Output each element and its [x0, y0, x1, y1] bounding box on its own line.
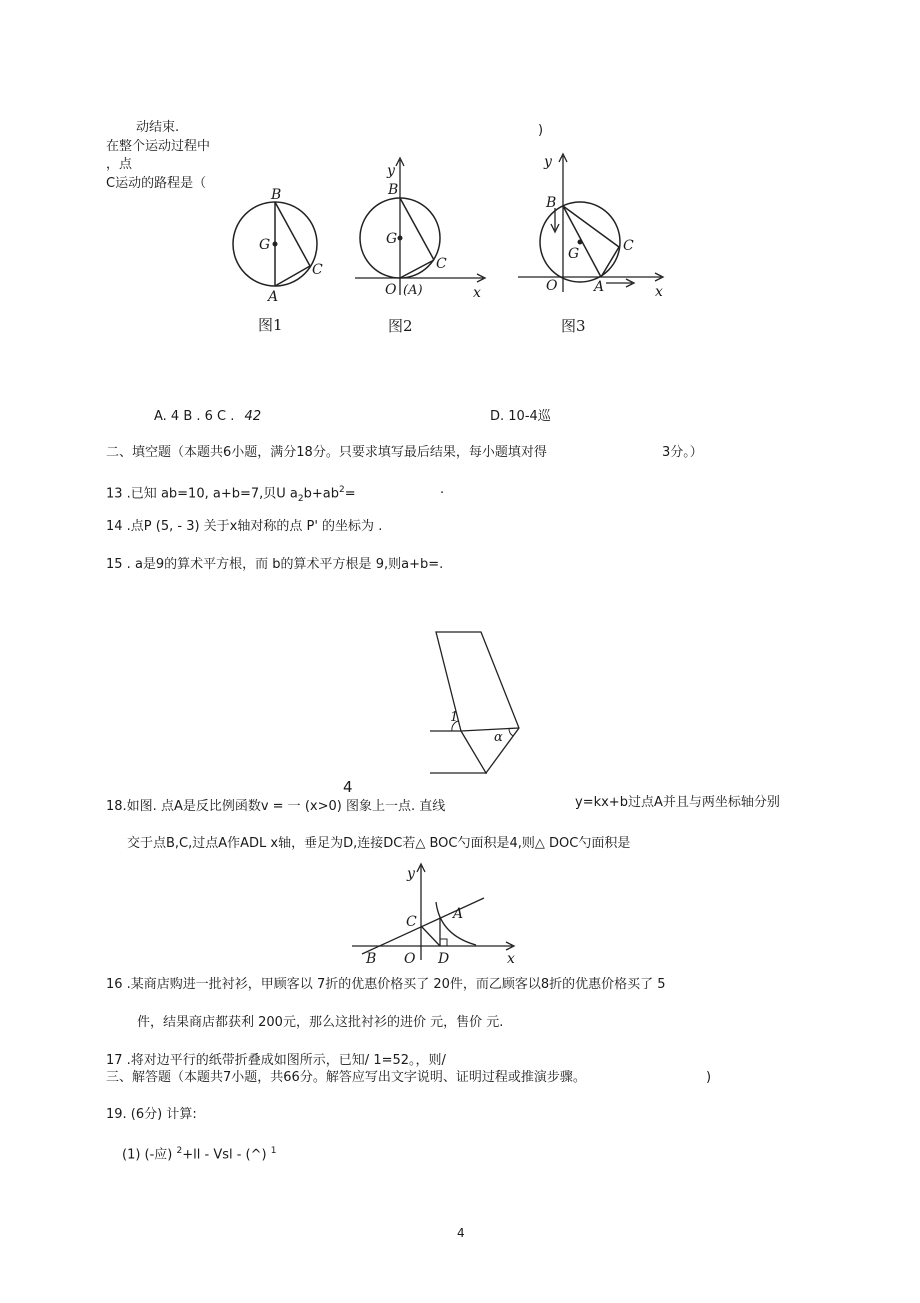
q19-part1-sup: 2 — [176, 1146, 183, 1156]
q15: 15 . a是9的算术平方根，而 b的算术平方根是 9,则a+b=. — [106, 557, 444, 572]
q14: 14 .点P (5, - 3) 关于x轴对称的点 P' 的坐标为 . — [106, 519, 383, 534]
fold-label-1: 1 — [450, 710, 459, 725]
q18-label-x: x — [507, 951, 515, 967]
q18-numerator: 4 — [343, 778, 353, 796]
fig1-label-b: B — [271, 187, 282, 203]
section3-heading: 三、解答题（本题共7小题，共66分。解答应写出文字说明、证明过程或推演步骤。 — [106, 1070, 586, 1085]
q12-option-c-value: 42 — [244, 409, 262, 424]
fig1-center-dot — [273, 242, 278, 247]
fold-label-alpha: α — [494, 730, 503, 745]
section3-paren-close: ) — [706, 1070, 712, 1085]
q19-part1-mid: +ll - Vsl - (^) — [182, 1147, 271, 1163]
fig3-label-c: C — [623, 238, 634, 254]
q12-option-d: D. 10-4巡 — [490, 409, 551, 424]
q18-label-c: C — [406, 914, 417, 930]
q18-line1: 18.如图. 点A是反比例函数v = 一 (x>0) 图象上一点. 直线 — [106, 799, 446, 814]
q18-right-angle-mark — [440, 939, 447, 946]
figure-2 — [355, 155, 490, 340]
section2-heading: 二、填空题（本题共6小题，满分18分。只要求填写最后结果，每小题填对得 — [106, 445, 547, 460]
q18-figure — [352, 860, 524, 970]
q12-options-abc — [154, 409, 261, 425]
q19-part1 — [122, 1143, 276, 1163]
fold-figure — [430, 628, 530, 778]
fig2-chord-ca — [400, 260, 434, 278]
fig2-label-c: C — [436, 256, 447, 272]
fig1-caption: 图1 — [258, 316, 283, 334]
q13-sub2: 2 — [297, 493, 304, 504]
fig2-label-b: B — [388, 182, 399, 198]
fig1-label-a: A — [268, 289, 279, 305]
q18-label-o: O — [404, 951, 416, 967]
q19-part1-sup2: 1 — [270, 1146, 277, 1156]
fold-angle-alpha-arc — [509, 728, 513, 736]
q18-label-a: A — [453, 906, 464, 922]
fig1-label-c: C — [312, 262, 323, 278]
q18-label-b: B — [366, 951, 377, 967]
fig3-label-a: A — [594, 279, 605, 295]
q12-line1: 动结束. — [136, 120, 180, 135]
q16-line2: 件，结果商店都获利 200元，那么这批衬衫的进价 元，售价 元. — [137, 1015, 504, 1030]
fig2-label-g: G — [386, 231, 398, 247]
q13-blank-dot: . — [440, 482, 445, 497]
fig3-chord-ca — [601, 247, 619, 277]
q12-line4: C运动的路程是（ — [106, 176, 207, 191]
fig2-caption: 图2 — [388, 317, 413, 335]
q18-label-d: D — [438, 951, 450, 967]
fig1-label-g: G — [259, 237, 271, 253]
figure-1 — [228, 180, 328, 340]
fold-folded-part — [436, 632, 519, 773]
q18-segment-dc — [421, 926, 440, 946]
q12-paren-close: ) — [538, 123, 544, 138]
page-number: 4 — [457, 1226, 465, 1240]
fig3-label-g: G — [568, 246, 580, 262]
fig1-chord-bc — [275, 202, 310, 266]
fig3-label-y: y — [544, 154, 552, 170]
q13-mid: b+ab — [303, 486, 339, 502]
q13-suffix: = — [344, 486, 356, 502]
fig2-chord-bc — [400, 198, 434, 260]
q19-part1-main: (1) (-应) — [122, 1147, 177, 1163]
fig2-label-o: O — [385, 282, 397, 298]
q18-label-y: y — [407, 866, 415, 882]
q13 — [106, 482, 356, 507]
q12-options-abc-prefix: A. 4 B . 6 C . — [154, 409, 235, 424]
fig3-caption: 图3 — [561, 317, 586, 335]
fig3-label-b: B — [546, 195, 557, 211]
q18-line1-right: y=kx+b过点A并且与两坐标轴分别 — [575, 795, 780, 810]
fig2-label-y: y — [387, 163, 395, 179]
q19-title: 19. (6分) 计算: — [106, 1107, 197, 1122]
fig3-center-dot — [578, 240, 583, 245]
q18-line2: 交于点B,C,过点A作ADL x轴，垂足为D,连接DC若△ BOC勺面积是4,则△ DOC勺面积是 — [127, 836, 631, 851]
q13-sup2: 2 — [339, 485, 345, 495]
q12-line3: ，点 — [106, 157, 133, 172]
section2-heading-score: 3分。） — [662, 445, 703, 460]
fold-crease-line — [461, 728, 519, 731]
q12-line2: 在整个运动过程中 — [106, 139, 211, 154]
fig2-label-a: (A) — [403, 283, 423, 298]
q13-prefix: 13 .已知 ab=10, a+b=7,贝U a — [106, 486, 298, 502]
figure-3 — [518, 150, 673, 340]
fig3-label-o: O — [546, 278, 558, 294]
fig2-center-dot — [398, 236, 403, 241]
fig2-label-x: x — [473, 285, 481, 301]
fig3-chord-bc — [563, 206, 619, 247]
fig3-label-x: x — [655, 284, 663, 300]
q16-line1: 16 .某商店购进一批衬衫，甲顾客以 7折的优惠价格买了 20件，而乙顾客以8折的优惠价格买了 5 — [106, 977, 666, 992]
q17: 17 .将对边平行的纸带折叠成如图所示，已知/ 1=52。，则/ — [106, 1053, 446, 1068]
